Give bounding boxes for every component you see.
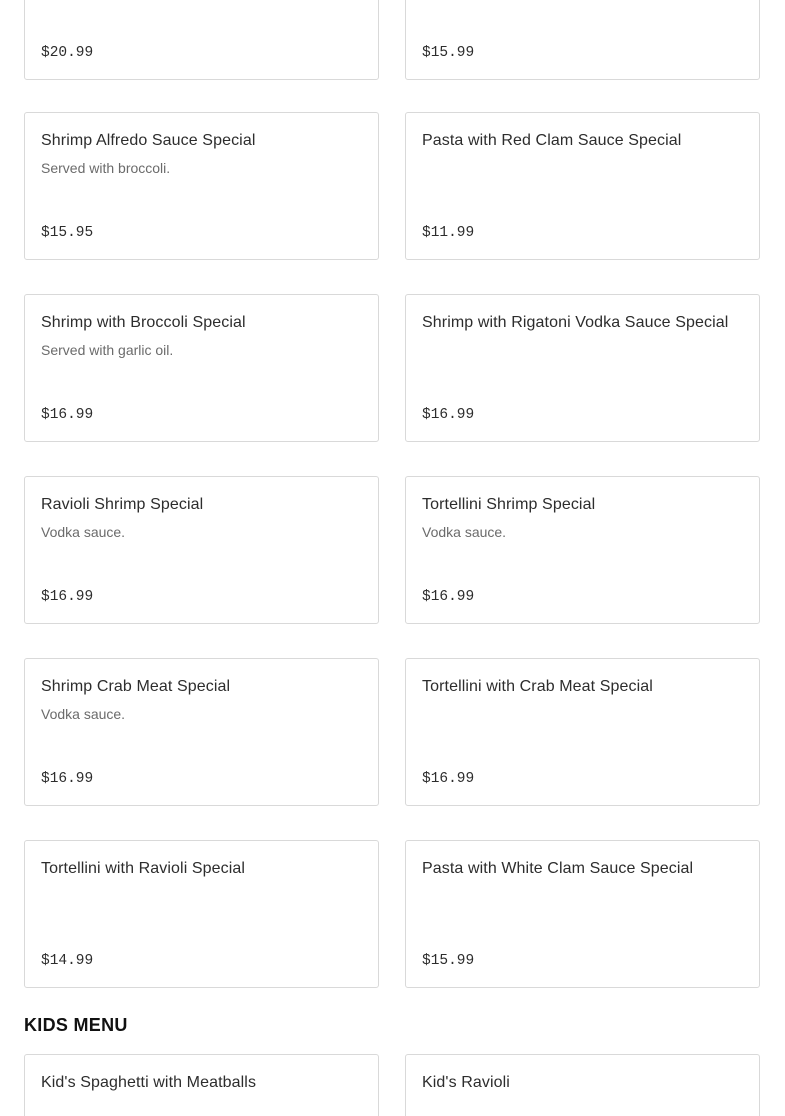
menu-item-price: $16.99: [422, 407, 475, 423]
menu-item-card[interactable]: [24, 476, 379, 624]
menu-item-price: $14.99: [41, 953, 94, 969]
menu-item-name: Shrimp Alfredo Sauce Special: [41, 132, 256, 149]
menu-item-price: $16.99: [41, 771, 94, 787]
menu-item-price: $15.95: [41, 225, 94, 241]
menu-item-card[interactable]: [24, 658, 379, 806]
menu-item-card[interactable]: [405, 840, 760, 988]
menu-item-name: Shrimp with Rigatoni Vodka Sauce Special: [422, 314, 729, 331]
menu-item-description: Served with broccoli.: [41, 160, 171, 176]
menu-item-card[interactable]: [405, 294, 760, 442]
menu-item-description: Vodka sauce.: [41, 706, 126, 722]
menu-item-name: Ravioli Shrimp Special: [41, 496, 204, 513]
menu-item-name: Tortellini with Ravioli Special: [41, 860, 246, 877]
menu-item-name: Pasta with Red Clam Sauce Special: [422, 132, 682, 149]
menu-item-card[interactable]: [405, 112, 760, 260]
menu-item-name: Shrimp Crab Meat Special: [41, 678, 231, 695]
menu-item-card[interactable]: [405, 476, 760, 624]
menu-item-price: $16.99: [41, 407, 94, 423]
menu-item-price: $16.99: [41, 589, 94, 605]
menu-item-card[interactable]: [405, 0, 760, 80]
menu-item-price: $20.99: [41, 45, 94, 61]
menu-item-name: Tortellini with Crab Meat Special: [422, 678, 653, 695]
section-title-kids-menu: KIDS MENU: [24, 1015, 128, 1035]
menu-item-name: Kid's Ravioli: [422, 1074, 510, 1091]
menu-item-description: Vodka sauce.: [422, 524, 507, 540]
menu-item-card[interactable]: [405, 658, 760, 806]
menu-item-price: $11.99: [422, 225, 475, 241]
menu-item-price: $15.99: [422, 45, 475, 61]
menu-item-card[interactable]: [24, 1054, 379, 1116]
menu-item-card[interactable]: [24, 0, 379, 80]
menu-item-name: Kid's Spaghetti with Meatballs: [41, 1074, 257, 1091]
menu-item-card[interactable]: [24, 294, 379, 442]
menu-item-description: Served with garlic oil.: [41, 342, 174, 358]
menu-item-name: Tortellini Shrimp Special: [422, 496, 596, 513]
menu-item-description: Vodka sauce.: [41, 524, 126, 540]
menu-item-card[interactable]: [24, 112, 379, 260]
menu-item-card[interactable]: [24, 840, 379, 988]
menu-item-price: $16.99: [422, 589, 475, 605]
menu-item-price: $15.99: [422, 953, 475, 969]
menu-item-name: Shrimp with Broccoli Special: [41, 314, 246, 331]
menu-item-name: Pasta with White Clam Sauce Special: [422, 860, 694, 877]
menu-item-card[interactable]: [405, 1054, 760, 1116]
menu-item-price: $16.99: [422, 771, 475, 787]
